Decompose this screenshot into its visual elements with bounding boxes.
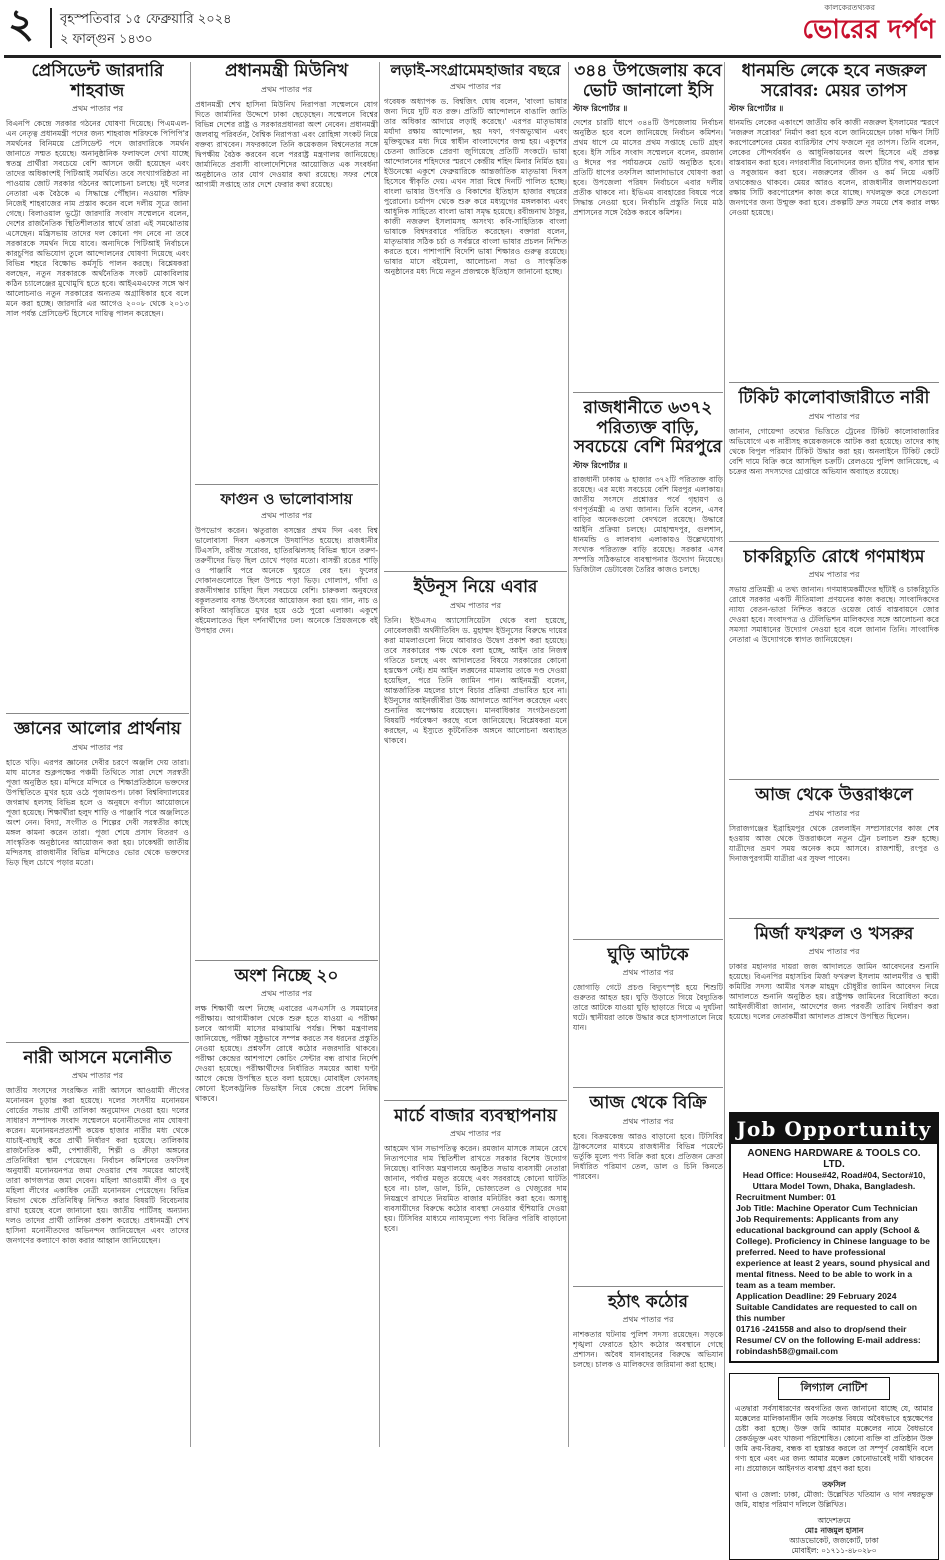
logo-tagline: কালকেরতথ্যকর	[824, 3, 875, 12]
article-body: বিএনপি কেন্দ্রে সরকার গঠনের ঘোষণা দিয়েছে। পিএমএল-এন নেতৃত্ব প্রধানমন্ত্রী পদের জন্য শাহবাজ শরিফকে পিপিপি'র সমর্থনের বিনিময়ে প্রেসিডেন্ট পদে জারদারিকে সমর্থন জানাতে সম্মত হয়েছে। অনানুষ্ঠানিক ফলাফলে দেখা যাচ্ছে স্বতন্ত্র প্রার্থীরা সবচেয়ে বেশি আসনে জয়ী হয়েছেন এবং তাদের অধিকাংশই পিটিআই সমর্থিত। তবে সংখ্যাগরিষ্ঠতা না পাওয়ায় জোট সরকার গঠনের আলোচনা চলছে। দুই দলের নেতারা এক বৈঠকে এ সিদ্ধান্তে পৌঁছান। নওয়াজ শরিফ নিজেই শাহবাজের নাম প্রস্তাব করেন বলে দলীয় সূত্রে জানা গেছে। বিলাওয়াল ভুট্টো জারদারি সংবাদ সম্মেলনে বলেন, দেশের রাজনৈতিক স্থিতিশীলতার স্বার্থে তারা এই সমঝোতায় এসেছেন। মন্ত্রিসভায় তাদের দল কোনো পদ নেবে না তবে সরকারকে সমর্থন দিয়ে যাবে। অন্যদিকে পিটিআই নির্বাচনে কারচুপির অভিযোগ তুলে আন্দোলনের ঘোষণা দিয়েছে এবং বিভিন্ন শহরে বিক্ষোভ কর্মসূচি পালন করছে। বিশ্লেষকরা বলছেন, নতুন সরকারকে অর্থনৈতিক সংকট মোকাবিলায় কঠিন চ্যালেঞ্জের মুখোমুখি হতে হবে। আইএমএফের সঙ্গে ঋণ আলোচনাও নতুন সরকারের অন্যতম অগ্রাধিকার হবে বলে মনে করা হচ্ছে। জারদারি এর আগেও ২০০৮ থেকে ২০১৩ সাল পর্যন্ত প্রেসিডেন্ট হিসেবে দায়িত্ব পালন করেছেন।	[6, 119, 189, 319]
article-kicker: প্রথম পাতার পর	[72, 1071, 123, 1081]
job-requirements: Job Requirements: Applicants from any educational background can apply (School & College). Proficiency in Chinese language to be preferred. Need to have professional experience at least 2 years, sound physical and mental fitness. Need to be able to work in a team as a team member.	[736, 1214, 930, 1291]
job-contact: 01716 -241558 and also to drop/send their Resume/ CV on the following E-mail address: robindash58@gmail.com	[736, 1324, 921, 1357]
article-jardari	[6, 62, 189, 714]
column-divider	[568, 62, 569, 1447]
article-kicker: প্রথম পাতার পর	[261, 84, 312, 94]
page-number: ২	[8, 0, 35, 47]
article-body: রাজধানী ঢাকায় ৬ হাজার ৩৭২টি পরিত্যক্ত বাড়ি রয়েছে। এর মধ্যে সবচেয়ে বেশি মিরপুর এলাকায়। জাতীয় সংসদে প্রশ্নোত্তর পর্বে গৃহায়ণ ও গণপূর্তমন্ত্রী এ তথ্য জানান। তিনি বলেন, এসব বাড়ির অনেকগুলো বেদখলে রয়েছে। উদ্ধারে আইনি প্রক্রিয়া চলছে। মোহাম্মদপুর, গুলশান, ধানমন্ডি ও লালবাগ এলাকায়ও উল্লেখযোগ্য সংখ্যক পরিত্যক্ত বাড়ি রয়েছে। সরকার এসব সম্পত্তি সঠিকভাবে ব্যবস্থাপনার উদ্যোগ নিয়েছে। ডিজিটাল ডেটাবেজ তৈরির কাজও চলছে।	[573, 474, 723, 574]
article-headline: প্রেসিডেন্ট জারদারি শাহবাজ	[31, 61, 164, 101]
article-body: লক্ষ শিক্ষার্থী অংশ নিচ্ছে এবারের এসএসসি ও সমমানের পরীক্ষায়। আগামীকাল থেকে শুরু হতে যাওয়া এ পরীক্ষা চলবে আগামী মাসের মাঝামাঝি পর্যন্ত। শিক্ষা মন্ত্রণালয় জানিয়েছে, পরীক্ষা সুষ্ঠুভাবে সম্পন্ন করতে সব ধরনের প্রস্তুতি নেওয়া হয়েছে। প্রশ্নফাঁস রোধে কঠোর নজরদারি থাকবে। পরীক্ষা কেন্দ্রের আশপাশে কোচিং সেন্টার বন্ধ রাখার নির্দেশ দেওয়া হয়েছে। পরীক্ষার্থীদের নির্ধারিত সময়ের আধা ঘণ্টা আগে কেন্দ্রে উপস্থিত হতে বলা হয়েছে। মোবাইল ফোনসহ কোনো ইলেকট্রনিক ডিভাইস নিয়ে কেন্দ্রে প্রবেশ নিষিদ্ধ থাকবে।	[195, 1004, 378, 1104]
column-2	[195, 62, 378, 1447]
article-kicker: প্রথম পাতার পর	[808, 570, 860, 580]
article-body: আহমেদ খান সভাপতিত্ব করেন। রমজান মাসকে সামনে রেখে নিত্যপণ্যের দাম স্থিতিশীল রাখতে সরকার বিশেষ উদ্যোগ নিয়েছে। বাণিজ্য মন্ত্রণালয়ে অনুষ্ঠিত সভায় ব্যবসায়ী নেতারা জানান, পর্যাপ্ত মজুত রয়েছে এবং সরবরাহে কোনো ঘাটতি হবে না। চাল, ডাল, চিনি, ভোজ্যতেল ও খেজুরের দাম নিয়ন্ত্রণে রাখতে নিয়মিত বাজার মনিটরিং করা হবে। অসাধু ব্যবসায়ীদের বিরুদ্ধে কঠোর ব্যবস্থা নেওয়ার হুঁশিয়ারি দেওয়া হয়। টিসিবির মাধ্যমে ন্যায্যমূল্যে পণ্য বিক্রির পরিধি বাড়ানো হবে।	[384, 1144, 567, 1234]
article-kicker: প্রথম পাতার পর	[808, 411, 860, 421]
article-body: ধানমন্ডি লেকের একাংশে জাতীয় কবি কাজী নজরুল ইসলামের স্মরণে 'নজরুল সরোবর' নির্মাণ করা হবে বলে জানিয়েছেন ঢাকা দক্ষিণ সিটি করপোরেশনের মেয়র ব্যারিস্টার শেখ ফজলে নূর তাপস। তিনি বলেন, লেকের সৌন্দর্যবর্ধন ও আধুনিকায়নের অংশ হিসেবে এই প্রকল্প বাস্তবায়ন করা হবে। নগরবাসীর বিনোদনের জন্য হাঁটার পথ, বসার স্থান ও সবুজায়ন করা হবে। নজরুলের জীবন ও কর্ম নিয়ে একটি তথ্যকেন্দ্রও থাকবে। মেয়র আরও বলেন, রাজধানীর জলাশয়গুলো রক্ষায় সিটি করপোরেশন কাজ করে যাচ্ছে। দখলমুক্ত করে সেগুলো জনগণের জন্য উন্মুক্ত করা হবে। প্রকল্পটি দ্রুত সময়ে শেষ করার লক্ষ্য নেওয়া হয়েছে।	[729, 118, 939, 218]
job-ad-title: Job Opportunity	[731, 1114, 937, 1144]
article-body: উপভোগ করেন। ঋতুরাজ বসন্তের প্রথম দিন এবং বিশ্ব ভালোবাসা দিবস একসঙ্গে উদযাপিত হয়েছে। রাজধানীর টিএসসি, রবীন্দ্র সরোবর, হাতিরঝিলসহ বিভিন্ন স্থানে তরুণ-তরুণীদের ভিড় ছিল চোখে পড়ার মতো। বাসন্তী রঙের শাড়ি ও পাঞ্জাবি পরে অনেকে ঘুরতে বের হন। ফুলের দোকানগুলোতে ছিল উপচে পড়া ভিড়। গোলাপ, গাঁদা ও রজনীগন্ধার চাহিদা ছিল সবচেয়ে বেশি। চারুকলা অনুষদের বকুলতলায় বসন্ত উৎসবের আয়োজন করা হয়। গান, নাচ ও কবিতা আবৃত্তিতে মুখর হয়ে ওঠে পুরো এলাকা। একুশে বইমেলাতেও ছিল দর্শনার্থীদের ঢল। অনেকে প্রিয়জনকে বই উপহার দেন।	[195, 525, 378, 635]
column-4	[573, 62, 723, 1447]
legal-schedule-title: তফসিল	[822, 1480, 846, 1490]
legal-notice-body: এতদ্বারা সর্বসাধারণের অবগতির জন্য জানানো যাচ্ছে যে, আমার মক্কেলের মালিকানাধীন জমি সংক্রান্ত বিষয়ে অবৈধভাবে হস্তক্ষেপের চেষ্টা করা হচ্ছে। উক্ত জমি আমার মক্কেলের নামে বৈধভাবে রেকর্ডভুক্ত এবং খাজনা পরিশোধিত। কোনো ব্যক্তি বা প্রতিষ্ঠান উক্ত জমি ক্রয়-বিক্রয়, বন্ধক বা হস্তান্তর করলে তা সম্পূর্ণ বেআইনি বলে গণ্য হবে এবং এর জন্য আমার মক্কেল কোনোভাবেই দায়ী থাকবেন না। প্রয়োজনে আইনগত ব্যবস্থা গ্রহণ করা হবে।	[735, 1404, 933, 1474]
article-ticket-black-market	[729, 389, 939, 542]
article-kicker: প্রথম পাতার পর	[622, 1116, 674, 1126]
article-headline: হঠাৎ কঠোর	[607, 1291, 689, 1312]
article-exam	[195, 967, 378, 1489]
article-headline: ইউনূস নিয়ে এবার	[413, 577, 538, 598]
legal-signature-line: আদেশক্রমে	[817, 1516, 851, 1526]
column-5	[729, 61, 939, 1556]
article-fakhrul-khasru	[729, 925, 939, 1107]
column-1	[6, 62, 189, 1447]
article-body: গবেষক অধ্যাপক ড. বিশ্বজিৎ ঘোষ বলেন, 'বাংলা ভাষার জন্য দিয়ে দুটি যত রক্ত। প্রতিটি আন্দোলনে বাঙালি জাতি তার অধিকার আদায়ে লড়াই করেছে।' এরপর মাতৃভাষার মর্যাদা রক্ষায় আন্দোলন, ছয় দফা, গণঅভ্যুত্থান এবং মুক্তিযুদ্ধের মধ্য দিয়ে স্বাধীন বাংলাদেশের জন্ম হয়। একুশের চেতনা জাতিকে প্রেরণা জুগিয়েছে প্রতিটি সংকটে। ভাষা আন্দোলনের শহিদদের স্মরণে কেন্দ্রীয় শহিদ মিনার নির্মিত হয়। ইউনেস্কো একুশে ফেব্রুয়ারিকে আন্তর্জাতিক মাতৃভাষা দিবস হিসেবে স্বীকৃতি দেয়। এখন সারা বিশ্বে দিনটি পালিত হচ্ছে। বাংলা ভাষার উৎপত্তি ও বিকাশের ইতিহাস হাজার বছরের পুরোনো। চর্যাপদ থেকে শুরু করে মধ্যযুগের মঙ্গলকাব্য এবং আধুনিক সাহিত্যে বাংলা ভাষা সমৃদ্ধ হয়েছে। রবীন্দ্রনাথ ঠাকুর, কাজী নজরুল ইসলামসহ অসংখ্য কবি-সাহিত্যিক বাংলা ভাষাকে বিশ্বদরবারে পরিচিত করেছেন। বক্তারা বলেন, মাতৃভাষার সঠিক চর্চা ও সর্বস্তরে বাংলা ভাষার প্রচলন নিশ্চিত করতে হবে। পাশাপাশি বিদেশি ভাষা শিক্ষারও গুরুত্ব রয়েছে। ভাষার মাসে বইমেলা, আলোচনা সভা ও সাংস্কৃতিক অনুষ্ঠানের মধ্য দিয়ে নতুন প্রজন্মকে ইতিহাস জানানো হচ্ছে।	[384, 97, 567, 277]
column-divider	[379, 62, 380, 1447]
article-body: হবে। বিক্রয়কেন্দ্র আরও বাড়ানো হবে। টিসিবির ট্রাকসেলের মাধ্যমে রাজধানীর বিভিন্ন পয়েন্টে ভর্তুকি মূল্যে পণ্য বিক্রি করা হবে। প্রতিজন ক্রেতা নির্ধারিত পরিমাণ তেল, ডাল ও চিনি কিনতে পারবেন।	[573, 1131, 723, 1181]
article-body: জোগাড়ি গেটে প্রচণ্ড বিদ্যুৎস্পৃষ্ট হয়ে শিশুটি গুরুতর আহত হয়। ঘুড়ি উড়াতে গিয়ে বৈদ্যুতিক তারে আটকে যাওয়া ঘুড়ি ছাড়াতে গিয়ে এ দুর্ঘটনা ঘটে। স্থানীয়রা তাকে উদ্ধার করে হাসপাতালে নিয়ে যান।	[573, 983, 723, 1033]
article-media-jobs	[729, 548, 939, 781]
job-position-title: Job Title: Machine Operator Cum Technician	[736, 1203, 918, 1214]
column-divider	[190, 62, 191, 1447]
job-address-line: Uttara Model Town, Dhaka, Bangladesh.	[752, 1181, 916, 1192]
article-kicker: প্রথম পাতার পর	[72, 742, 123, 752]
job-company: AONENG HARDWARE & TOOLS CO. LTD.	[747, 1148, 921, 1171]
newspaper-logo	[767, 2, 935, 52]
article-headline: মির্জা ফখরুল ও খসরুর	[754, 923, 914, 944]
legal-signature-title: অ্যাডভোকেট, জজকোর্ট, ঢাকা	[789, 1536, 879, 1546]
article-headline: প্রধানমন্ত্রী মিউনিখ	[224, 61, 349, 81]
job-recruitment-number: Recruitment Number: 01	[736, 1192, 836, 1203]
article-kicker: প্রথম পাতার পর	[261, 989, 312, 999]
article-reporter: স্টাফ রিপোর্টার ॥	[573, 103, 628, 114]
article-body: সভায় প্রতিমন্ত্রী এ তথ্য জানান। গণমাধ্যমকর্মীদের ছাঁটাই ও চাকরিচ্যুতি রোধে সরকার একটি নীতিমালা প্রণয়নের কাজ করছে। সাংবাদিকদের ন্যায্য বেতন-ভাতা নিশ্চিত করতে ওয়েজ বোর্ড বাস্তবায়নে জোর দেওয়া হবে। সংবাদপত্র ও টেলিভিশন মালিকদের সঙ্গে আলোচনা করে সমস্যা সমাধানের উদ্যোগ নেওয়া হবে বলে জানান তিনি। সাংবাদিক নেতারা এ উদ্যোগকে স্বাগত জানিয়েছেন।	[729, 585, 939, 645]
article-kite	[573, 946, 723, 1089]
article-kicker: প্রথম পাতার পর	[450, 82, 501, 92]
job-address-line: Head Office: House#42, Road#04, Sector#10,	[742, 1170, 926, 1181]
date-bengali: ২ ফাল্গুন ১৪৩০	[60, 32, 153, 47]
article-saraswati	[6, 720, 189, 1043]
header-rule	[4, 55, 941, 58]
job-deadline: Application Deadline: 29 February 2024	[736, 1291, 897, 1302]
article-kicker: প্রথম পাতার পর	[622, 1315, 674, 1325]
article-women-seats	[6, 1049, 189, 1491]
article-sudden-strict	[573, 1293, 723, 1485]
legal-signature-name: মোঃ নাজমুল হাসান	[804, 1526, 864, 1536]
legal-schedule-body: থানা ও জেলা: ঢাকা, মৌজা: উল্লেখিত খতিয়ান ও দাগ নম্বরভুক্ত জমি, যাহার পরিমাণ দলিলে উল্লিখিত।	[735, 1490, 933, 1510]
article-headline: নারী আসনে মনোনীত	[23, 1047, 172, 1068]
legal-notice-title: লিগ্যাল নোটিশ	[778, 1377, 890, 1400]
column-3	[384, 62, 567, 1447]
article-reporter: স্টাফ রিপোর্টার ॥	[573, 459, 628, 470]
article-headline: রাজধানীতে ৬৩৭২ পরিত্যক্ত বাড়ি, সবচেয়ে বেশি মিরপুরে	[573, 398, 723, 458]
article-headline: ঘুড়ি আটকে	[607, 944, 689, 965]
article-headline: আজ থেকে উত্তরাঞ্চলে	[755, 785, 913, 806]
article-body: প্রধানমন্ত্রী শেখ হাসিনা মিউনিখ নিরাপত্তা সম্মেলনে যোগ দিতে জার্মানির উদ্দেশে ঢাকা ছেড়েছেন। সম্মেলনে বিশ্বের বিভিন্ন দেশের রাষ্ট্র ও সরকারপ্রধানরা অংশ নেবেন। প্রধানমন্ত্রী জলবায়ু পরিবর্তন, বৈশ্বিক নিরাপত্তা এবং রোহিঙ্গা সংকট নিয়ে বক্তব্য রাখবেন। সফরকালে তিনি কয়েকজন বিশ্বনেতার সঙ্গে দ্বিপক্ষীয় বৈঠক করবেন বলে পররাষ্ট্র মন্ত্রণালয় জানিয়েছে। জার্মানিতে প্রবাসী বাংলাদেশিদের আয়োজিত এক সংবর্ধনা অনুষ্ঠানেও তার যোগ দেওয়ার কথা রয়েছে। সফর শেষে আগামী সপ্তাহে তার দেশে ফেরার কথা রয়েছে।	[195, 99, 378, 189]
article-headline: ফাগুন ও ভালোবাসায়	[220, 489, 353, 508]
header-divider	[50, 8, 52, 48]
article-headline: টিকিট কালোবাজারীতে নারী	[738, 388, 930, 409]
article-headline: অংশ নিচ্ছে ২০	[234, 965, 339, 986]
article-body: তিনি। ইউএসএ অ্যাসোসিয়েটস থেকে বলা হয়েছে, নোবেলজয়ী অর্থনীতিবিদ ড. মুহাম্মদ ইউনূসের বিরুদ্ধে দায়ের করা মামলাগুলো নিয়ে আবারও উদ্বেগ প্রকাশ করা হয়েছে। তবে সরকারের পক্ষ থেকে বলা হচ্ছে, আইন তার নিজস্ব গতিতে চলছে এবং আদালতের বিষয়ে সরকারের কোনো হস্তক্ষেপ নেই। শ্রম আইন লঙ্ঘনের মামলায় তাকে দণ্ড দেওয়া হয়েছিল, পরে তিনি জামিন পান। আইনমন্ত্রী বলেন, আন্তর্জাতিক মহলের চাপে বিচার প্রক্রিয়া প্রভাবিত হবে না। ইউনূসের আইনজীবীরা উচ্চ আদালতে আপিল করেছেন এবং শুনানির অপেক্ষায় রয়েছেন। মানবাধিকার সংগঠনগুলো বিষয়টি পর্যবেক্ষণ করছে বলে জানিয়েছে। বিশ্লেষকরা মনে করছেন, এ ইস্যুতে কূটনৈতিক অঙ্গনে আলোচনা অব্যাহত থাকবে।	[384, 615, 567, 745]
article-kicker: প্রথম পাতার পর	[450, 600, 501, 610]
job-instruction: Suitable Candidates are requested to call on this number	[736, 1302, 917, 1324]
article-nazrul-lake	[729, 62, 939, 383]
page-header	[0, 0, 945, 56]
article-headline: লড়াই-সংগ্রামেমহাজার বছরে	[390, 61, 561, 79]
date-gregorian: বৃহস্পতিবার ১৫ ফেব্রুয়ারি ২০২৪	[60, 12, 232, 27]
article-kicker: প্রথম পাতার পর	[72, 104, 123, 114]
logo-title: ভোরের দর্পণ	[802, 15, 935, 45]
article-body: ঢাকার মহানগর দায়রা জজ আদালতে জামিন আবেদনের শুনানি হয়েছে। বিএনপির মহাসচিব মির্জা ফখরুল ইসলাম আলমগীর ও স্থায়ী কমিটির সদস্য আমীর খসরু মাহমুদ চৌধুরীর জামিন আবেদন নিয়ে আদালতে শুনানি অনুষ্ঠিত হয়। রাষ্ট্রপক্ষ জামিনের বিরোধিতা করে। আইনজীবীরা জানান, আদেশের জন্য পরবর্তী তারিখ নির্ধারণ করা হয়েছে। দলের নেতাকর্মীরা আদালত প্রাঙ্গণে উপস্থিত ছিলেন।	[729, 962, 939, 1022]
article-headline: চাকরিচ্যুতি রোধে গণমাধ্যম	[743, 546, 925, 567]
article-body: জাতীয় সংসদের সংরক্ষিত নারী আসনে আওয়ামী লীগের মনোনয়ন চূড়ান্ত করা হয়েছে। দলের সংসদীয় মনোনয়ন বোর্ডের সভায় প্রার্থী তালিকা অনুমোদন দেওয়া হয়। দলের সাধারণ সম্পাদক সংবাদ সম্মেলনে মনোনীতদের নাম ঘোষণা করেন। মনোনয়নপ্রত্যাশী কয়েক হাজার নারীর মধ্য থেকে যাচাই-বাছাই করে প্রার্থী নির্ধারণ করা হয়েছে। তালিকায় রাজনৈতিক কর্মী, পেশাজীবী, শিল্পী ও ক্রীড়া অঙ্গনের প্রতিনিধিরা স্থান পেয়েছেন। নির্বাচন কমিশনের তফসিল অনুযায়ী মনোনয়নপত্র জমা দেওয়ার শেষ সময়ের আগেই তারা কাগজপত্র জমা দেবেন। মহিলা আওয়ামী লীগ ও যুব মহিলা লীগের একাধিক নেত্রী মনোনয়ন পেয়েছেন। বিভিন্ন বিভাগ থেকে প্রতিনিধিত্ব নিশ্চিত করার বিষয়টি বিবেচনায় রাখা হয়েছে বলে জানানো হয়। জাতীয় পার্টিসহ অন্যান্য দলও তাদের প্রার্থী তালিকা প্রকাশ করেছে। প্রধানমন্ত্রী শেখ হাসিনা মনোনীতদের অভিনন্দন জানিয়েছেন এবং তাদের জনগণের কল্যাণে কাজ করার আহ্বান জানিয়েছেন।	[6, 1086, 189, 1246]
article-kicker: প্রথম পাতার পর	[261, 510, 312, 520]
article-sale-today	[573, 1094, 723, 1287]
article-body: সিরাজগঞ্জের ইব্রাহিমপুর থেকে রেললাইন সম্প্রসারণের কাজ শেষ হওয়ায় আজ থেকে উত্তরাঞ্চলে নতুন ট্রেন চলাচল শুরু হচ্ছে। যাত্রীদের ভ্রমণ সময় অনেক কমে আসবে। রাজশাহী, রংপুর ও দিনাজপুরগামী যাত্রীরা এর সুফল পাবেন।	[729, 823, 939, 863]
article-kicker: প্রথম পাতার পর	[450, 1129, 501, 1139]
legal-signature-phone: মোবাইল: ০১৭১১-৪৮০২৮০	[791, 1546, 877, 1556]
article-reporter: স্টাফ রিপোর্টার ॥	[729, 103, 784, 114]
article-market	[384, 1107, 567, 1489]
article-headline: ৩৪৪ উপজেলায় কবে ভোট জানালো ইসি	[574, 61, 722, 101]
article-body: নাশকতার ঘটনায় পুলিশ সদস্য রয়েছেন। সড়কে শৃঙ্খলা ফেরাতে হঠাৎ কঠোর অবস্থানে গেছে প্রশাসন। অবৈধ যানবাহনের বিরুদ্ধে অভিযান চলছে। চালক ও মালিকদের জরিমানা করা হচ্ছে।	[573, 1330, 723, 1370]
article-kicker: প্রথম পাতার পর	[808, 808, 860, 818]
article-body: জানান, গোয়েন্দা তথ্যের ভিত্তিতে ট্রেনের টিকিট কালোবাজারির অভিযোগে এক নারীসহ কয়েকজনকে আটক করা হয়েছে। তাদের কাছ থেকে বিপুল পরিমাণ টিকিট উদ্ধার করা হয়। অনলাইনে টিকিট কেটে বেশি দামে বিক্রি করে আসছিল চক্রটি। রেলওয়ে পুলিশ জানিয়েছে, এ চক্রের অন্য সদস্যদের গ্রেপ্তারে অভিযান অব্যাহত রয়েছে।	[729, 426, 939, 476]
article-upazila-election	[573, 62, 723, 393]
article-body: হাতে খড়ি। এরপর জ্ঞানের দেবীর চরণে অঞ্জলি দেয় তারা। মাঘ মাসের শুক্লপক্ষের পঞ্চমী তিথিতে সারা দেশে সরস্বতী পূজা অনুষ্ঠিত হয়। মন্দিরে মন্দিরে ও শিক্ষাপ্রতিষ্ঠানে ভক্তদের উপস্থিতিতে মুখর হয়ে ওঠে পূজামণ্ডপ। ঢাকা বিশ্ববিদ্যালয়ের জগন্নাথ হলসহ বিভিন্ন হলে ও অনুষদে বর্ণাঢ্য আয়োজনে পূজা হয়েছে। শিক্ষার্থীরা হলুদ শাড়ি ও পাঞ্জাবি পরে অঞ্জলিতে অংশ নেন। বিদ্যা, সংগীত ও শিল্পের দেবী সরস্বতীর কাছে মঙ্গল কামনা করেন তারা। পূজা শেষে প্রসাদ বিতরণ ও সাংস্কৃতিক অনুষ্ঠানের আয়োজন করা হয়। ঢাকেশ্বরী জাতীয় মন্দিরসহ রাজধানীর বিভিন্ন মন্দিরেও ভোর থেকে ভক্তদের ভিড় ছিল চোখে পড়ার মতো।	[6, 757, 189, 867]
article-language-struggle	[384, 62, 567, 572]
article-kicker: প্রথম পাতার পর	[622, 968, 674, 978]
article-body: দেশের চারটি ধাপে ৩৪৪টি উপজেলায় নির্বাচন অনুষ্ঠিত হবে বলে জানিয়েছে নির্বাচন কমিশন। প্রথম ধাপে মে মাসের প্রথম সপ্তাহে ভোট গ্রহণ হবে। ইসি সচিব সংবাদ সম্মেলনে বলেন, রমজান ও ঈদের পর পর্যায়ক্রমে ভোট অনুষ্ঠিত হবে। প্রতিটি ধাপের তফসিল আলাদাভাবে ঘোষণা করা হবে। উপজেলা পরিষদ নির্বাচনে এবার দলীয় প্রতীক থাকবে না। ইভিএম ব্যবহারের বিষয়ে পরে সিদ্ধান্ত নেওয়া হবে। নির্বাচনি প্রস্তুতি নিয়ে মাঠ প্রশাসনের সঙ্গে বৈঠক করবে কমিশন।	[573, 118, 723, 218]
article-headline: ধানমন্ডি লেকে হবে নজরুল সরোবর: মেয়র তাপস	[741, 61, 927, 101]
article-headline: মার্চে বাজার ব্যবস্থাপনায়	[394, 1105, 557, 1126]
article-pm-munich	[195, 62, 378, 485]
column-divider	[724, 62, 725, 1447]
article-headline: আজ থেকে বিক্রি	[589, 1093, 707, 1114]
article-yunus	[384, 578, 567, 1101]
article-falgun	[195, 491, 378, 961]
article-headline: জ্ঞানের আলোর প্রার্থনায়	[14, 719, 181, 740]
article-abandoned-houses	[573, 399, 723, 940]
job-advertisement	[729, 1112, 939, 1363]
legal-notice	[729, 1373, 939, 1560]
article-kicker: প্রথম পাতার পর	[808, 947, 860, 957]
article-north-train	[729, 786, 939, 919]
